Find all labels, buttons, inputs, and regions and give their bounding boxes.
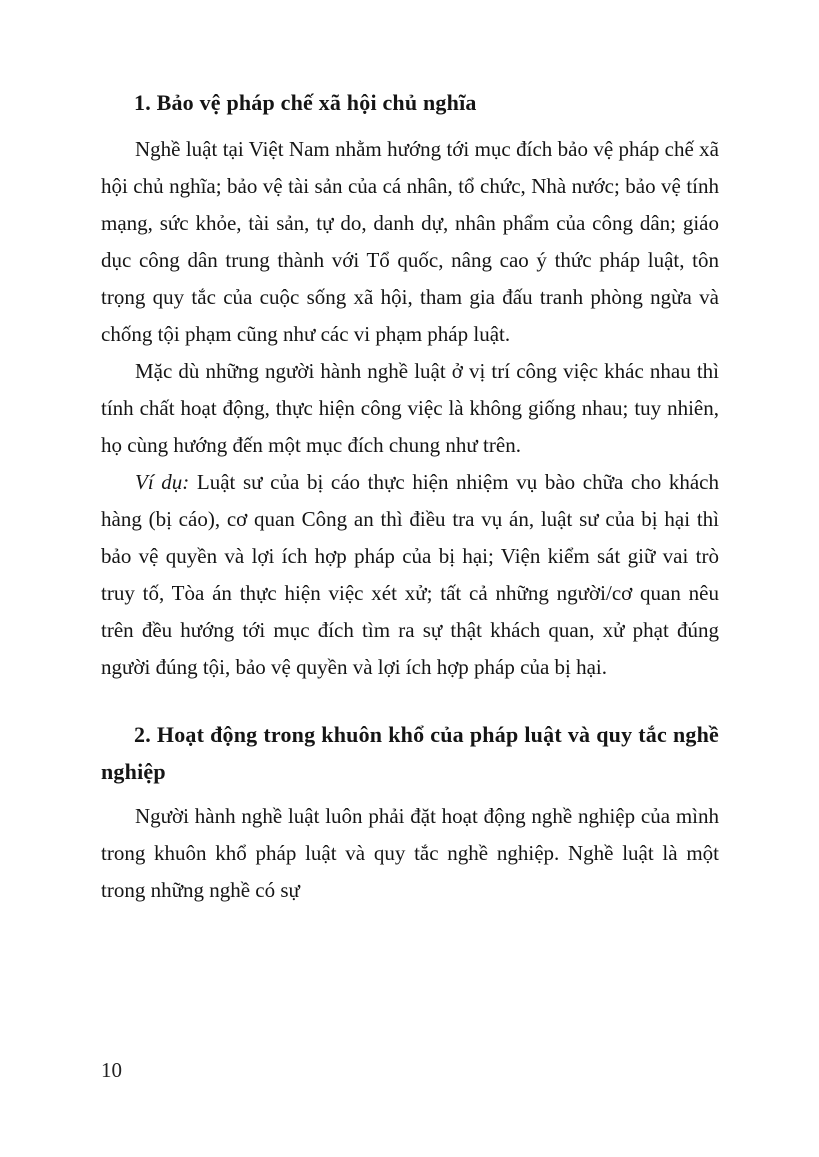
example-text: Luật sư của bị cáo thực hiện nhiệm vụ bào chữa cho khách hàng (bị cáo), cơ quan Công an thì điều tra vụ án, luật sư của bị hại thì bảo vệ quyền và lợi ích hợp pháp của bị hại; Viện kiểm sát giữ vai trò truy tố, Tòa án thực hiện việc xét xử; tất cả những người/cơ quan nêu trên đều hướng tới mục đích tìm ra sự thật khách quan, xử phạt đúng người đúng tội, bảo vệ quyền và lợi ích hợp pháp của bị hại.: [101, 469, 719, 679]
section-1-example-paragraph: [101, 464, 719, 686]
page-number: 10: [101, 1058, 122, 1082]
section-1-paragraph-2: Mặc dù những người hành nghề luật ở vị trí công việc khác nhau thì tính chất hoạt động, thực hiện công việc là không giống nhau; tuy nhiên, họ cùng hướng đến một mục đích chung như trên.: [101, 359, 719, 458]
section-2-paragraph-1: Người hành nghề luật luôn phải đặt hoạt động nghề nghiệp của mình trong khuôn khổ pháp luật và quy tắc nghề nghiệp. Nghề luật là một trong những nghề có sự: [101, 804, 719, 903]
section-2-heading: 2. Hoạt động trong khuôn khổ của pháp luật và quy tắc nghề nghiệp: [101, 721, 719, 785]
section-1-heading: 1. Bảo vệ pháp chế xã hội chủ nghĩa: [134, 90, 477, 115]
section-1-paragraph-1: Nghề luật tại Việt Nam nhằm hướng tới mục đích bảo vệ pháp chế xã hội chủ nghĩa; bảo vệ tài sản của cá nhân, tổ chức, Nhà nước; bảo vệ tính mạng, sức khỏe, tài sản, tự do, danh dự, nhân phẩm của công dân; giáo dục công dân trung thành với Tổ quốc, nâng cao ý thức pháp luật, tôn trọng quy tắc của cuộc sống xã hội, tham gia đấu tranh phòng ngừa và chống tội phạm cũng như các vi phạm pháp luật.: [101, 137, 719, 347]
example-label: Ví dụ:: [135, 469, 190, 494]
